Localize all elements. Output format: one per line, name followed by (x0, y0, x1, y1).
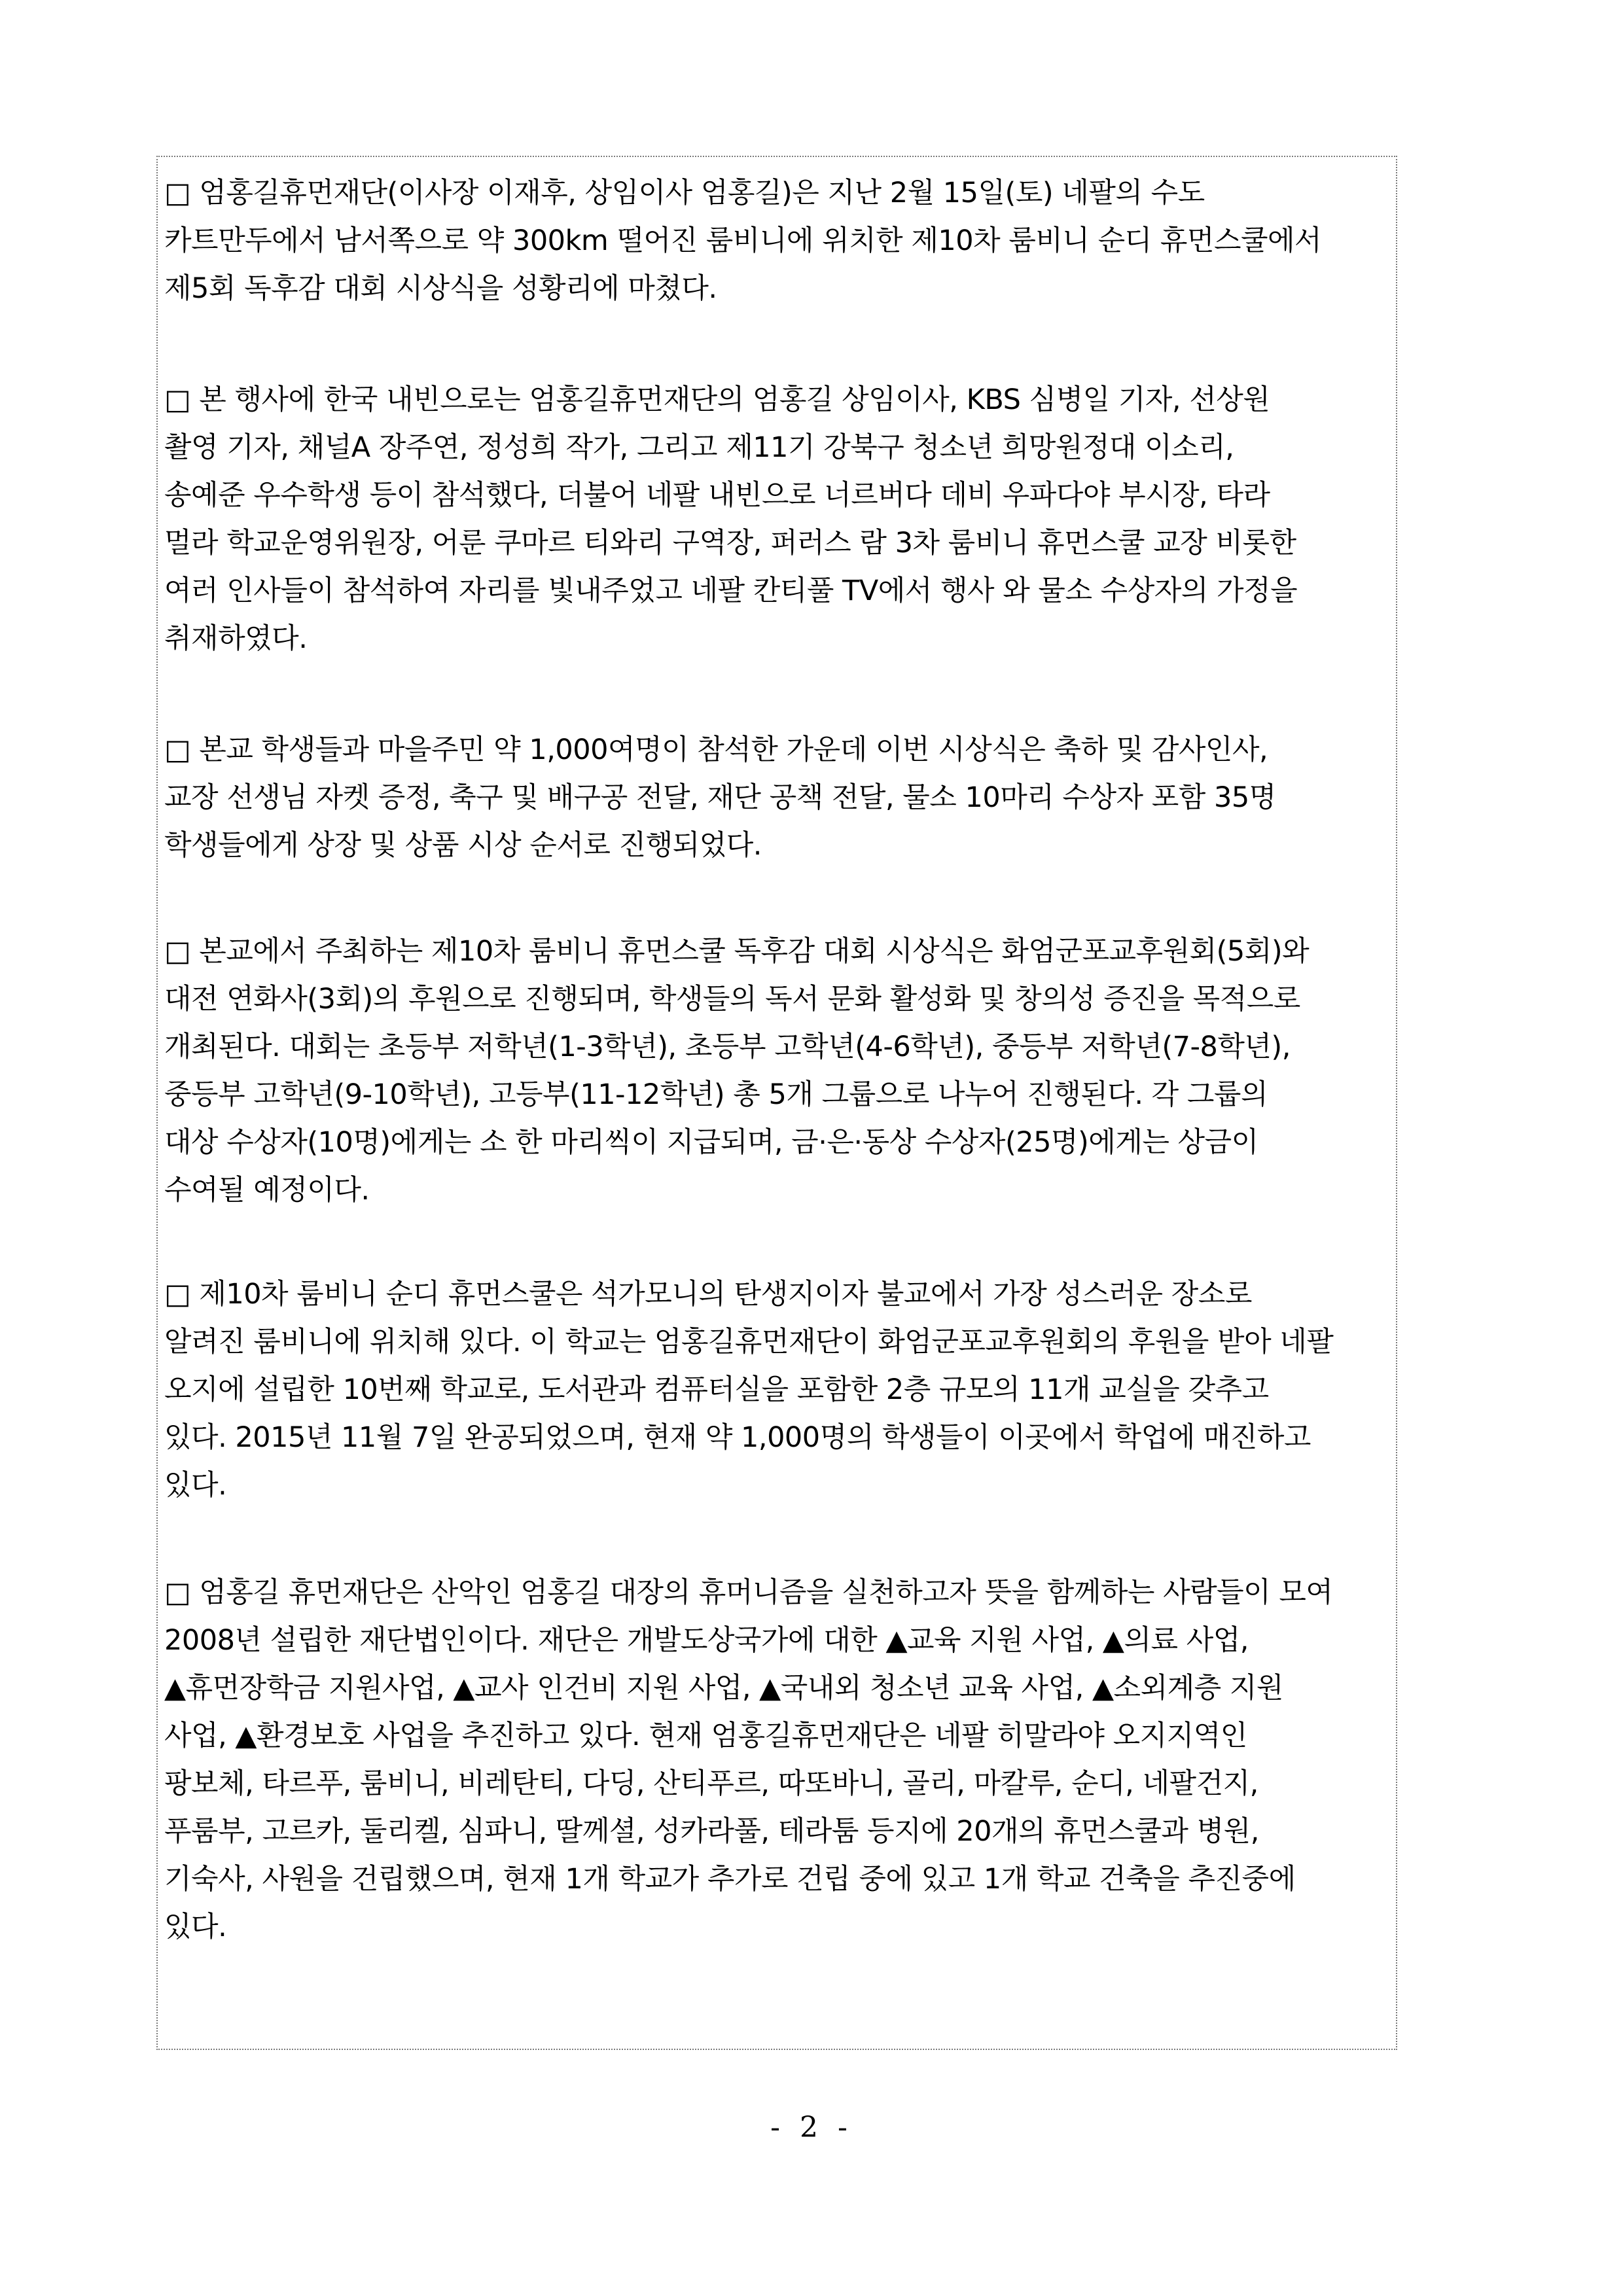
text-line: 2008년 설립한 재단법인이다. 재단은 개발도상국가에 대한 ▲교육 지원 사업, ▲의료 사업, (164, 1624, 1249, 1657)
paragraph-program (164, 726, 1392, 870)
text-line: 학생들에게 상장 및 상품 시상 순서로 진행되었다. (164, 829, 762, 862)
paragraph-guests (164, 376, 1392, 663)
text-line: 오지에 설립한 10번째 학교로, 도서관과 컴퓨터실을 포함한 2층 규모의 11개 교실을 갖추고 (164, 1373, 1269, 1406)
text-line: 팡보체, 타르푸, 룸비니, 비레탄티, 다딩, 산티푸르, 따또바니, 골리, 마칼루, 순디, 네팔건지, (164, 1767, 1258, 1800)
text-line: 기숙사, 사원을 건립했으며, 현재 1개 학교가 추가로 건립 중에 있고 1개 학교 건축을 추진중에 (164, 1863, 1296, 1896)
text-line: 대상 수상자(10명)에게는 소 한 마리씩이 지급되며, 금·은·동상 수상자(25명)에게는 상금이 (164, 1126, 1258, 1159)
text-line: 카트만두에서 남서쪽으로 약 300km 떨어진 룸비니에 위치한 제10차 룸비니 순디 휴먼스쿨에서 (164, 224, 1322, 257)
text-line: □ 본 행사에 한국 내빈으로는 엄홍길휴먼재단의 엄홍길 상임이사, KBS 심병일 기자, 선상원 (164, 383, 1270, 416)
text-line: 개최된다. 대회는 초등부 저학년(1-3학년), 초등부 고학년(4-6학년), 중등부 저학년(7-8학년), (164, 1031, 1291, 1063)
page-number: - 2 - (770, 2111, 853, 2144)
paragraph-ceremony-summary (164, 169, 1392, 313)
text-line: 취재하였다. (164, 622, 308, 655)
text-line: 중등부 고학년(9-10학년), 고등부(11-12학년) 총 5개 그룹으로 나누어 진행된다. 각 그룹의 (164, 1078, 1268, 1111)
text-line: □ 엄홍길 휴먼재단은 산악인 엄홍길 대장의 휴머니즘을 실천하고자 뜻을 함께하는 사람들이 모여 (164, 1576, 1333, 1609)
text-line: □ 제10차 룸비니 순디 휴먼스쿨은 석가모니의 탄생지이자 불교에서 가장 성스러운 장소로 (164, 1278, 1252, 1311)
text-line: ▲휴먼장학금 지원사업, ▲교사 인건비 지원 사업, ▲국내외 청소년 교육 사업, ▲소외계층 지원 (164, 1672, 1283, 1704)
text-line: 있다. (164, 1911, 227, 1943)
text-line: 사업, ▲환경보호 사업을 추진하고 있다. 현재 엄홍길휴먼재단은 네팔 히말라야 오지지역인 (164, 1720, 1247, 1752)
text-line: 있다. (164, 1469, 227, 1502)
text-line: 있다. 2015년 11월 7일 완공되었으며, 현재 약 1,000명의 학생들이 이곳에서 학업에 매진하고 (164, 1421, 1311, 1454)
text-line: 여러 인사들이 참석하여 자리를 빛내주었고 네팔 칸티풀 TV에서 행사 와 물소 수상자의 가정을 (164, 574, 1298, 607)
text-line: □ 본교 학생들과 마을주민 약 1,000여명이 참석한 가운데 이번 시상식은 축하 및 감사인사, (164, 733, 1268, 766)
text-line: □ 엄홍길휴먼재단(이사장 이재후, 상임이사 엄홍길)은 지난 2월 15일(토) 네팔의 수도 (164, 177, 1205, 209)
text-line: 촬영 기자, 채널A 장주연, 정성희 작가, 그리고 제11기 강북구 청소년 희망원정대 이소리, (164, 431, 1234, 464)
paragraph-school-info (164, 1271, 1392, 1510)
text-line: 알려진 룸비니에 위치해 있다. 이 학교는 엄홍길휴먼재단이 화엄군포교후원회의 후원을 받아 네팔 (164, 1326, 1334, 1358)
text-line: 푸룸부, 고르카, 둘리켈, 심파니, 딸께셜, 성카라풀, 테라툼 등지에 20개의 휴먼스쿨과 병원, (164, 1815, 1259, 1848)
paragraph-foundation-info (164, 1569, 1392, 1951)
text-line: 대전 연화사(3회)의 후원으로 진행되며, 학생들의 독서 문화 활성화 및 창의성 증진을 목적으로 (164, 983, 1300, 1016)
text-line: 송예준 우수학생 등이 참석했다, 더불어 네팔 내빈으로 너르버다 데비 우파다야 부시장, 타라 (164, 479, 1270, 512)
text-line: 멀라 학교운영위원장, 어룬 쿠마르 티와리 구역장, 퍼러스 람 3차 룸비니 휴먼스쿨 교장 비롯한 (164, 527, 1296, 559)
text-frame (156, 156, 1397, 2050)
paragraph-contest-details (164, 928, 1392, 1214)
text-line: □ 본교에서 주최하는 제10차 룸비니 휴먼스쿨 독후감 대회 시상식은 화엄군포교후원회(5회)와 (164, 935, 1310, 968)
text-line: 제5회 독후감 대회 시상식을 성황리에 마쳤다. (164, 272, 717, 305)
text-line: 수여될 예정이다. (164, 1174, 370, 1207)
text-line: 교장 선생님 자켓 증정, 축구 및 배구공 전달, 재단 공책 전달, 물소 10마리 수상자 포함 35명 (164, 781, 1276, 814)
